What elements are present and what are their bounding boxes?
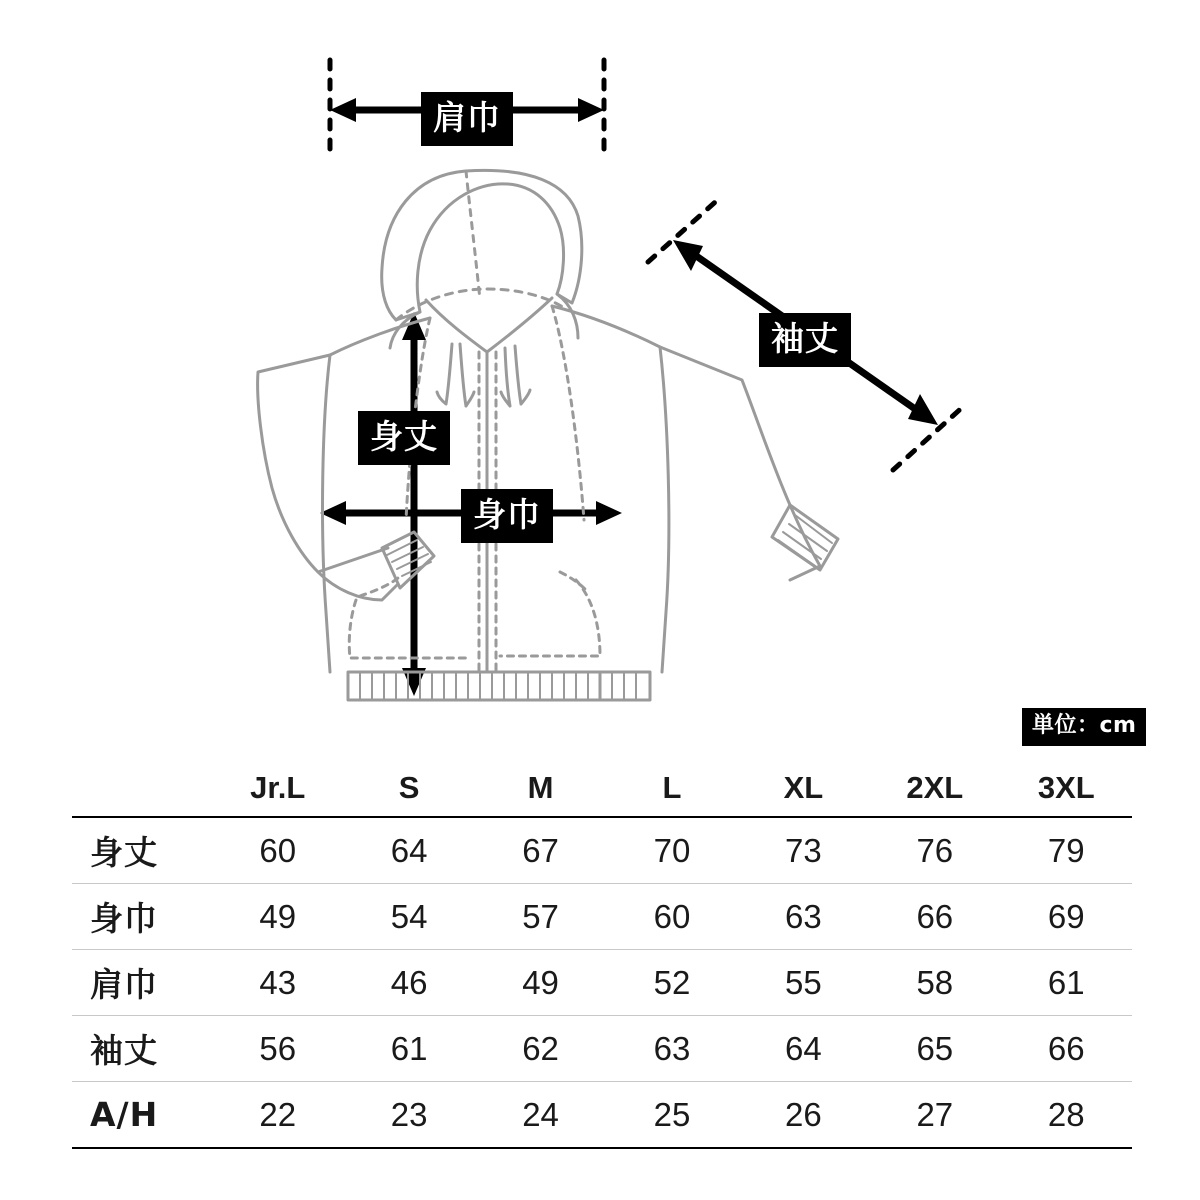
cell-value: 66: [869, 884, 1000, 950]
cell-value: 79: [1001, 817, 1132, 884]
size-chart-table: [72, 760, 1132, 1149]
cell-value: 66: [1001, 1016, 1132, 1082]
cell-value: 61: [1001, 950, 1132, 1016]
cell-value: 56: [212, 1016, 343, 1082]
arrow-head-left: [330, 98, 356, 122]
cell-value: 57: [475, 884, 606, 950]
column-header-l: L: [606, 760, 737, 817]
cell-value: 25: [606, 1082, 737, 1149]
table-row: [72, 1082, 1132, 1149]
arrow-head-bw-right: [596, 501, 622, 525]
cell-value: 70: [606, 817, 737, 884]
cell-value: 49: [212, 884, 343, 950]
row-label-shoulder-width: 肩巾: [72, 950, 212, 1016]
column-header-m: M: [475, 760, 606, 817]
row-label-body-length: 身丈: [72, 817, 212, 884]
table-row: [72, 817, 1132, 884]
label-shoulder-width: 肩巾: [421, 92, 513, 146]
row-label-sleeve-length: 袖丈: [72, 1016, 212, 1082]
row-label-arm-hole: A/H: [72, 1082, 212, 1149]
label-sleeve-length: 袖丈: [759, 313, 851, 367]
cell-value: 60: [606, 884, 737, 950]
table-row: [72, 1016, 1132, 1082]
row-label-body-width: 身巾: [72, 884, 212, 950]
cell-value: 73: [738, 817, 869, 884]
cell-value: 65: [869, 1016, 1000, 1082]
cell-value: 24: [475, 1082, 606, 1149]
cell-value: 58: [869, 950, 1000, 1016]
cell-value: 55: [738, 950, 869, 1016]
column-header-xl: XL: [738, 760, 869, 817]
table-header-row: [72, 760, 1132, 817]
table-row: [72, 950, 1132, 1016]
table-corner-cell: [72, 760, 212, 817]
unit-badge: 単位：cm: [1022, 708, 1146, 746]
column-header-2xl: 2XL: [869, 760, 1000, 817]
column-header-s: S: [343, 760, 474, 817]
label-body-length: 身丈: [358, 411, 450, 465]
cell-value: 52: [606, 950, 737, 1016]
cell-value: 46: [343, 950, 474, 1016]
cell-value: 26: [738, 1082, 869, 1149]
column-header-jrl: Jr.L: [212, 760, 343, 817]
cell-value: 49: [475, 950, 606, 1016]
cell-value: 69: [1001, 884, 1132, 950]
cell-value: 64: [738, 1016, 869, 1082]
table-row: [72, 884, 1132, 950]
cell-value: 62: [475, 1016, 606, 1082]
cell-value: 67: [475, 817, 606, 884]
column-header-3xl: 3XL: [1001, 760, 1132, 817]
cell-value: 27: [869, 1082, 1000, 1149]
cell-value: 60: [212, 817, 343, 884]
cell-value: 64: [343, 817, 474, 884]
cell-value: 76: [869, 817, 1000, 884]
garment-outline: [258, 170, 838, 700]
cell-value: 63: [738, 884, 869, 950]
cell-value: 28: [1001, 1082, 1132, 1149]
arrow-head-right: [578, 98, 604, 122]
label-body-width: 身巾: [461, 489, 553, 543]
cell-value: 61: [343, 1016, 474, 1082]
cell-value: 23: [343, 1082, 474, 1149]
cell-value: 22: [212, 1082, 343, 1149]
cell-value: 54: [343, 884, 474, 950]
cell-value: 63: [606, 1016, 737, 1082]
cell-value: 43: [212, 950, 343, 1016]
